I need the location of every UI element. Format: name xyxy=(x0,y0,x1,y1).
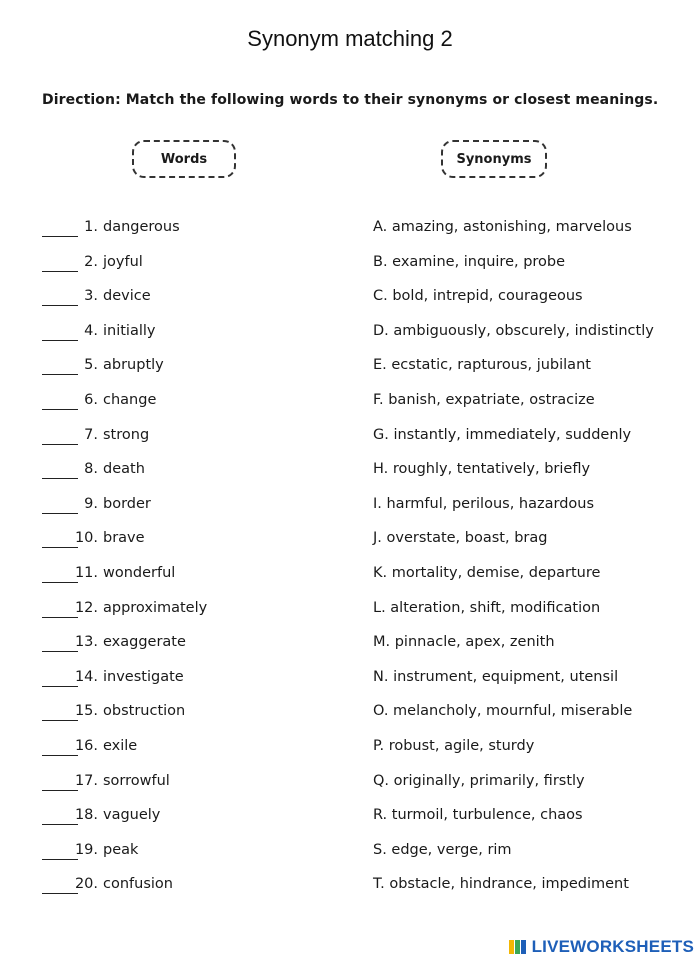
synonym-option: B. examine, inquire, probe xyxy=(373,253,566,270)
answer-blank[interactable] xyxy=(42,893,78,894)
match-row xyxy=(0,211,700,246)
word-text: change xyxy=(103,391,157,408)
page-title: Synonym matching 2 xyxy=(247,26,453,51)
word-text: confusion xyxy=(103,876,173,893)
answer-blank[interactable] xyxy=(42,513,78,514)
words-header: Words xyxy=(132,140,236,178)
answer-blank[interactable] xyxy=(42,859,78,860)
footer-brand xyxy=(508,937,694,957)
answer-blank[interactable] xyxy=(42,617,78,618)
match-row xyxy=(0,834,700,869)
word-text: strong xyxy=(103,426,150,443)
synonym-option: S. edge, verge, rim xyxy=(373,841,512,858)
synonym-option: N. instrument, equipment, utensil xyxy=(373,668,619,685)
word-text: border xyxy=(103,495,151,512)
match-row xyxy=(0,488,700,523)
synonym-option: J. overstate, boast, brag xyxy=(373,530,548,547)
item-number: 13. xyxy=(74,634,98,651)
answer-blank[interactable] xyxy=(42,651,78,652)
synonym-option: A. amazing, astonishing, marvelous xyxy=(373,219,632,235)
item-number: 9. xyxy=(84,495,98,512)
word-text: death xyxy=(103,461,145,478)
item-number: 17. xyxy=(74,772,98,789)
answer-blank[interactable] xyxy=(42,790,78,791)
word-text: exile xyxy=(103,737,138,754)
synonym-option: H. roughly, tentatively, briefly xyxy=(373,461,591,478)
word-text: investigate xyxy=(103,668,184,685)
answer-blank[interactable] xyxy=(42,824,78,825)
word-text: joyful xyxy=(103,253,143,270)
synonym-option: C. bold, intrepid, courageous xyxy=(373,288,583,305)
match-row xyxy=(0,315,700,350)
synonym-option: T. obstacle, hindrance, impediment xyxy=(373,876,629,893)
synonym-option: O. melancholy, mournful, miserable xyxy=(373,703,633,720)
match-row xyxy=(0,522,700,557)
word-text: dangerous xyxy=(103,219,180,235)
word-text: obstruction xyxy=(103,703,186,720)
brand-name: LIVEWORKSHEETS xyxy=(531,937,694,956)
synonym-option: F. banish, expatriate, ostracize xyxy=(373,391,595,408)
answer-blank[interactable] xyxy=(42,305,78,306)
answer-blank[interactable] xyxy=(42,547,78,548)
answer-blank[interactable] xyxy=(42,236,78,237)
synonym-option: R. turmoil, turbulence, chaos xyxy=(373,807,583,824)
word-text: sorrowful xyxy=(103,772,170,789)
item-number: 3. xyxy=(84,288,98,305)
answer-blank[interactable] xyxy=(42,755,78,756)
word-text: brave xyxy=(103,530,145,547)
item-number: 4. xyxy=(84,322,98,339)
item-number: 5. xyxy=(84,357,98,374)
item-number: 16. xyxy=(74,737,98,754)
word-text: exaggerate xyxy=(103,634,186,651)
item-number: 18. xyxy=(74,807,98,824)
match-row xyxy=(0,384,700,419)
item-number: 20. xyxy=(74,876,98,893)
word-text: abruptly xyxy=(103,357,164,374)
answer-blank[interactable] xyxy=(42,409,78,410)
direction-text: Direction: Match the following words to their synonyms or closest meanings. xyxy=(42,92,659,108)
item-number: 7. xyxy=(84,426,98,443)
synonym-option: G. instantly, immediately, suddenly xyxy=(373,426,632,443)
answer-blank[interactable] xyxy=(42,582,78,583)
liveworksheets-logo-icon xyxy=(508,937,528,957)
item-number: 19. xyxy=(74,841,98,858)
match-row xyxy=(0,280,700,315)
item-number: 15. xyxy=(74,703,98,720)
synonym-option: E. ecstatic, rapturous, jubilant xyxy=(373,357,591,374)
item-number: 2. xyxy=(84,253,98,270)
synonym-option: L. alteration, shift, modification xyxy=(373,599,601,616)
answer-blank[interactable] xyxy=(42,444,78,445)
answer-blank[interactable] xyxy=(42,478,78,479)
match-row xyxy=(0,799,700,834)
match-row xyxy=(0,868,700,903)
item-number: 6. xyxy=(84,391,98,408)
matching-list xyxy=(0,211,700,903)
item-number: 14. xyxy=(74,668,98,685)
synonym-option: Q. originally, primarily, firstly xyxy=(373,772,585,789)
synonym-option: I. harmful, perilous, hazardous xyxy=(373,495,595,512)
match-row xyxy=(0,349,700,384)
item-number: 10. xyxy=(74,530,98,547)
match-row xyxy=(0,765,700,800)
synonym-option: D. ambiguously, obscurely, indistinctly xyxy=(373,322,654,339)
match-row xyxy=(0,557,700,592)
synonym-option: M. pinnacle, apex, zenith xyxy=(373,634,555,651)
match-row xyxy=(0,419,700,454)
match-row xyxy=(0,661,700,696)
answer-blank[interactable] xyxy=(42,686,78,687)
answer-blank[interactable] xyxy=(42,271,78,272)
match-row xyxy=(0,626,700,661)
item-number: 11. xyxy=(74,564,98,581)
word-text: device xyxy=(103,288,151,305)
match-row xyxy=(0,246,700,281)
match-row xyxy=(0,453,700,488)
item-number: 8. xyxy=(84,461,98,478)
answer-blank[interactable] xyxy=(42,340,78,341)
answer-blank[interactable] xyxy=(42,720,78,721)
item-number: 12. xyxy=(74,599,98,616)
match-row xyxy=(0,592,700,627)
word-text: wonderful xyxy=(103,564,176,581)
word-text: peak xyxy=(103,841,139,858)
item-number: 1. xyxy=(84,219,98,235)
match-row xyxy=(0,695,700,730)
synonym-option: K. mortality, demise, departure xyxy=(373,564,601,581)
synonym-option: P. robust, agile, sturdy xyxy=(373,737,535,754)
word-text: initially xyxy=(103,322,156,339)
synonyms-header: Synonyms xyxy=(441,140,547,178)
answer-blank[interactable] xyxy=(42,374,78,375)
word-text: vaguely xyxy=(103,807,161,824)
match-row xyxy=(0,730,700,765)
word-text: approximately xyxy=(103,599,208,616)
